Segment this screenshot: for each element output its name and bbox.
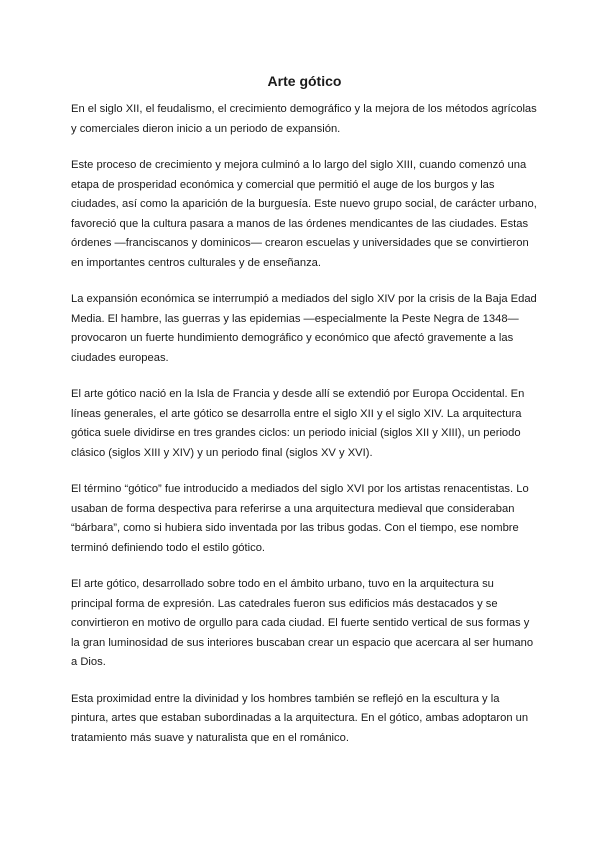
paragraph-5: El término “gótico” fue introducido a mediados del siglo XVI por los artistas renacentistas. Lo usaban de forma despectiva para referirse a una arquitectura medieval que consideraban “bárbara”, como si hubiera sido inventada por las tribus godas. Con el tiempo, ese nombre terminó definiendo todo el estilo gótico. bbox=[71, 483, 529, 554]
paragraph-1: En el siglo XII, el feudalismo, el crecimiento demográfico y la mejora de los métodos agrícolas y comerciales dieron inicio a un periodo de expansión. bbox=[71, 103, 537, 135]
document-title: Arte gótico bbox=[267, 73, 342, 89]
paragraph-2: Este proceso de crecimiento y mejora culminó a lo largo del siglo XIII, cuando comenzó una etapa de prosperidad económica y comercial que permitió el auge de los burgos y las ciudades, así como la aparición de la burguesía. Este nuevo grupo social, de carácter urbano, favoreció que la cultura pasara a manos de las órdenes mendicantes de las ciudades. Estas órdenes —franciscanos y dominicos— crearon escuelas y universidades que se convirtieron en importantes centros culturales y de enseñanza. bbox=[71, 159, 537, 269]
paragraph-4: El arte gótico nació en la Isla de Francia y desde allí se extendió por Europa Occidental. En líneas generales, el arte gótico se desarrolla entre el siglo XII y el siglo XIV. La arquitectura gótica suele dividirse en tres grandes ciclos: un periodo inicial (siglos XII y XIII), un periodo clásico (siglos XIII y XIV) y un periodo final (siglos XV y XVI). bbox=[71, 388, 525, 459]
paragraph-6: El arte gótico, desarrollado sobre todo en el ámbito urbano, tuvo en la arquitectura su principal forma de expresión. Las catedrales fueron sus edificios más destacados y se convirtieron en motivo de orgullo para cada ciudad. El fuerte sentido vertical de sus formas y la gran luminosidad de sus interiores buscaban crear un espacio que acercara al ser humano a Dios. bbox=[71, 578, 534, 668]
paragraph-3: La expansión económica se interrumpió a mediados del siglo XIV por la crisis de la Baja Edad Media. El hambre, las guerras y las epidemias —especialmente la Peste Negra de 1348— provocaron un fuerte hundimiento demográfico y económico que afectó gravemente a las ciudades europeas. bbox=[71, 293, 537, 364]
paragraph-7: Esta proximidad entre la divinidad y los hombres también se reflejó en la escultura y la pintura, artes que estaban subordinadas a la arquitectura. En el gótico, ambas adoptaron un tratamiento más suave y naturalista que en el románico. bbox=[71, 692, 529, 744]
